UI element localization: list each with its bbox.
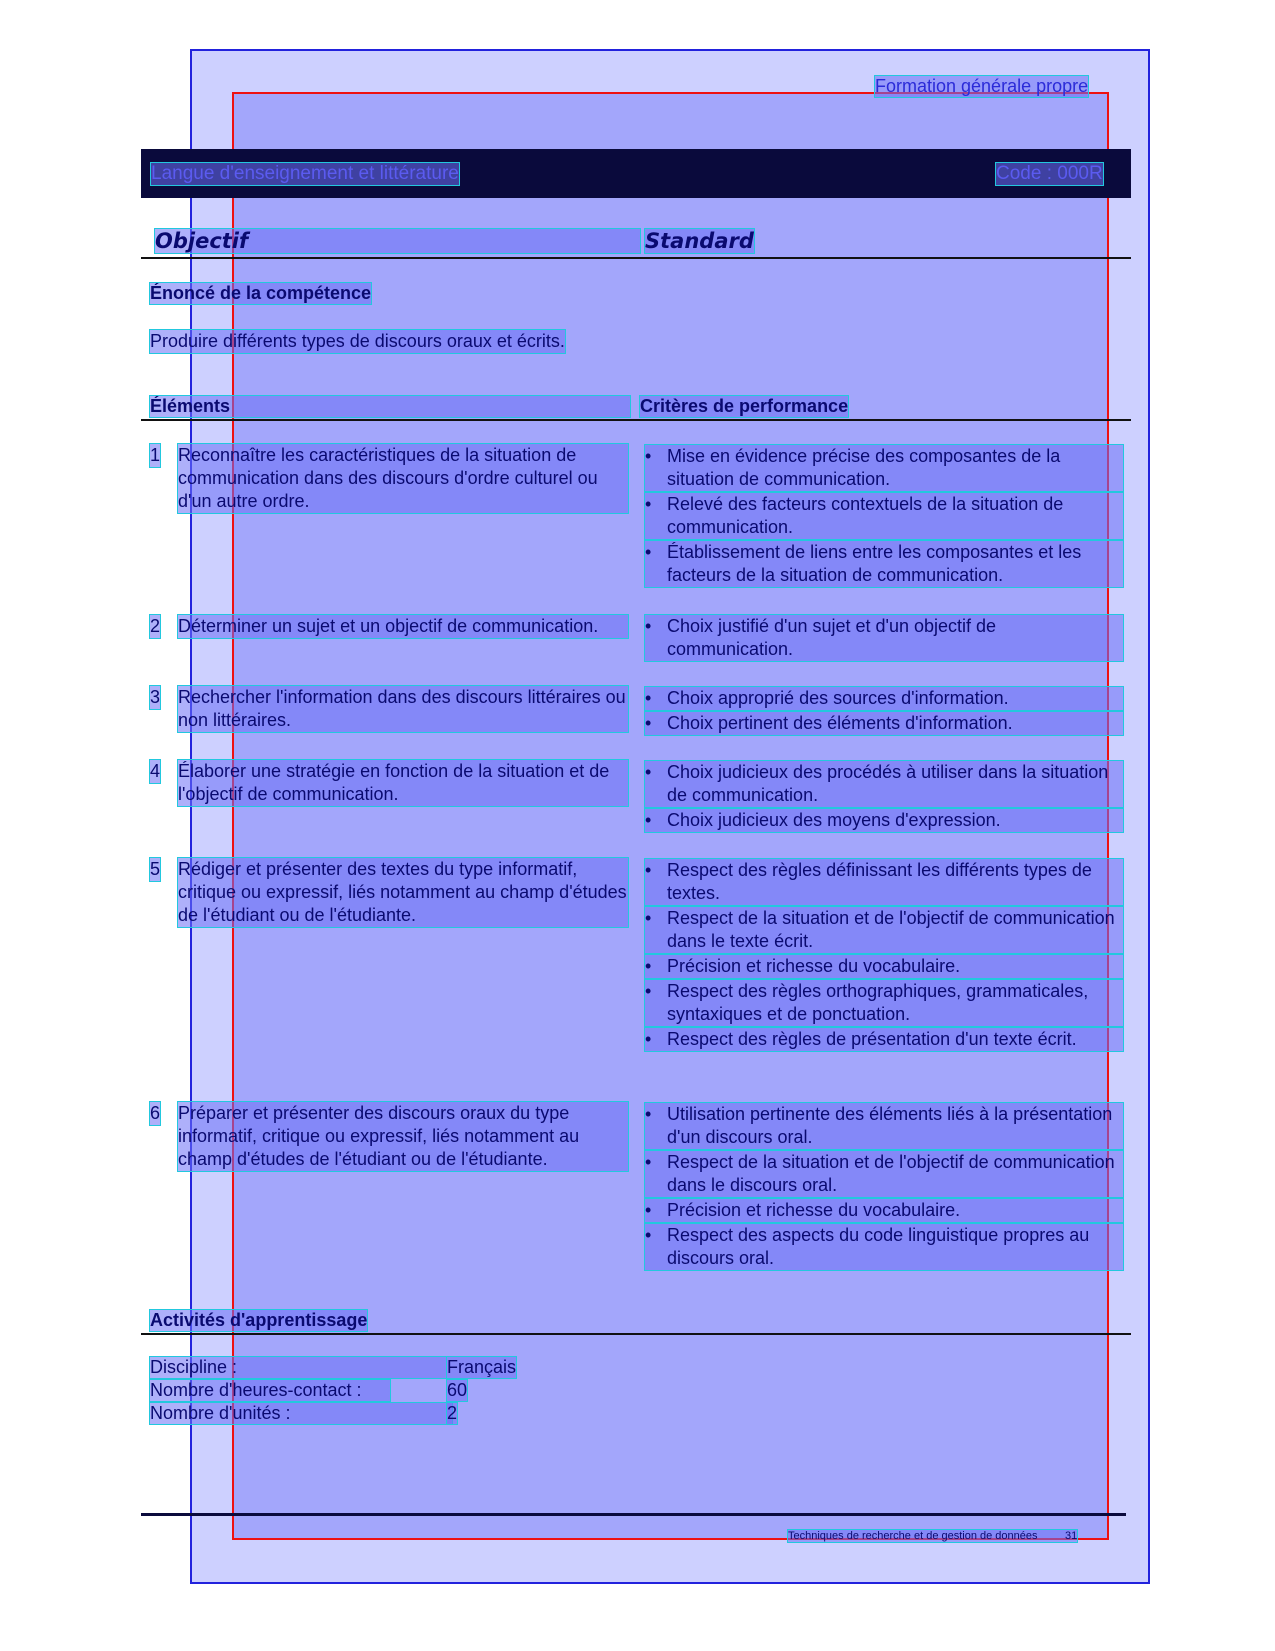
criteria-6 [645,1103,1123,1272]
page-number: 31 [1065,1530,1078,1542]
heures-label: Nombre d'heures-contact : [150,1380,390,1401]
criterion: • Respect des aspects du code linguistique propres au discours oral. [645,1224,1123,1270]
criterion: • Choix pertinent des éléments d'information. [645,712,1123,735]
criterion: • Établissement de liens entre les composantes et les facteurs de la situation de communication. [645,541,1123,587]
criterion: • Choix judicieux des procédés à utiliser dans la situation de communication. [645,761,1123,807]
header-formation: Formation générale propre [875,76,1089,96]
heures-value: 60 [447,1380,468,1400]
element-6-text: Préparer et présenter des discours oraux du type informatif, critique ou expressif, liés notamment au champ d'études de l'étudiant ou de l'étudiante. [178,1102,628,1171]
element-5: 5 Rédiger et présenter des textes du type informatif, critique ou expressif, liés notamment au champ d'études de l'étudiant ou de l'étudiante. [150,859,627,925]
criterion: • Précision et richesse du vocabulaire. [645,1199,1123,1222]
criterion: • Relevé des facteurs contextuels de la situation de communication. [645,493,1123,539]
element-1-text: Reconnaître les caractéristiques de la situation de communication dans des discours d'ordre culturel ou d'un autre ordre. [178,444,628,513]
element-6: 6 Préparer et présenter des discours oraux du type informatif, critique ou expressif, liés notamment au champ d'études de l'étudiant ou de l'étudiante. [150,1102,628,1171]
criteres-heading: Critères de performance [640,396,849,416]
element-5-text: Rédiger et présenter des textes du type informatif, critique ou expressif, liés notamment au champ d'études de l'étudiant ou de l'étudiante. [178,859,627,925]
footer-text: Techniques de recherche et de gestion de données [788,1530,1038,1542]
band-code: Code : 000R [996,163,1103,184]
criteria-5 [645,859,1123,1053]
standard-heading: Standard [645,229,754,253]
criterion: • Utilisation pertinente des éléments liés à la présentation d'un discours oral. [645,1103,1123,1149]
criterion: • Respect des règles orthographiques, grammaticales, syntaxiques et de ponctuation. [645,980,1123,1026]
objectif-heading: Objectif [155,229,640,253]
discipline-value: Français [447,1357,517,1377]
criteria-3 [645,687,1123,737]
element-3-text: Rechercher l'information dans des discours littéraires ou non littéraires. [178,686,628,732]
competence-title: Énoncé de la compétence [150,283,372,303]
element-4-text: Élaborer une stratégie en fonction de la situation et de l'objectif de communication. [178,760,628,806]
element-1: 1 Reconnaître les caractéristiques de la situation de communication dans des discours d'ordre culturel ou d'un autre ordre. [150,444,628,513]
discipline-label: Discipline : [150,1357,446,1378]
criterion: • Choix justifié d'un sujet et d'un objectif de communication. [645,615,1123,661]
activites-title: Activités d'apprentissage [150,1310,368,1330]
criterion: • Respect de la situation et de l'objectif de communication dans le discours oral. [645,1151,1123,1197]
footer-rule [141,1513,1126,1516]
unites-value: 2 [447,1403,458,1423]
element-4: 4 Élaborer une stratégie en fonction de la situation et de l'objectif de communication. [150,760,628,806]
rule-1 [141,257,1131,259]
criterion: • Choix approprié des sources d'information. [645,687,1123,710]
criterion: • Respect des règles de présentation d'un texte écrit. [645,1028,1123,1051]
criteria-4 [645,761,1123,834]
rule-3 [141,1333,1131,1335]
element-2: 2 Déterminer un sujet et un objectif de communication. [150,615,628,638]
element-3: 3 Rechercher l'information dans des discours littéraires ou non littéraires. [150,686,628,732]
footer [788,1530,1077,1542]
band-title: Langue d'enseignement et littérature [151,163,459,184]
criterion: • Mise en évidence précise des composantes de la situation de communication. [645,445,1123,491]
criterion: • Précision et richesse du vocabulaire. [645,955,1123,978]
element-2-text: Déterminer un sujet et un objectif de communication. [178,615,628,638]
elements-heading: Éléments [150,396,630,417]
criterion: • Respect de la situation et de l'objectif de communication dans le texte écrit. [645,907,1123,953]
criterion: • Choix judicieux des moyens d'expression. [645,809,1123,832]
criteria-2 [645,615,1123,663]
unites-label: Nombre d'unités : [150,1403,452,1424]
rule-2 [141,419,1131,421]
competence-text: Produire différents types de discours oraux et écrits. [150,331,565,351]
criteria-1 [645,445,1123,589]
criterion: • Respect des règles définissant les différents types de textes. [645,859,1123,905]
